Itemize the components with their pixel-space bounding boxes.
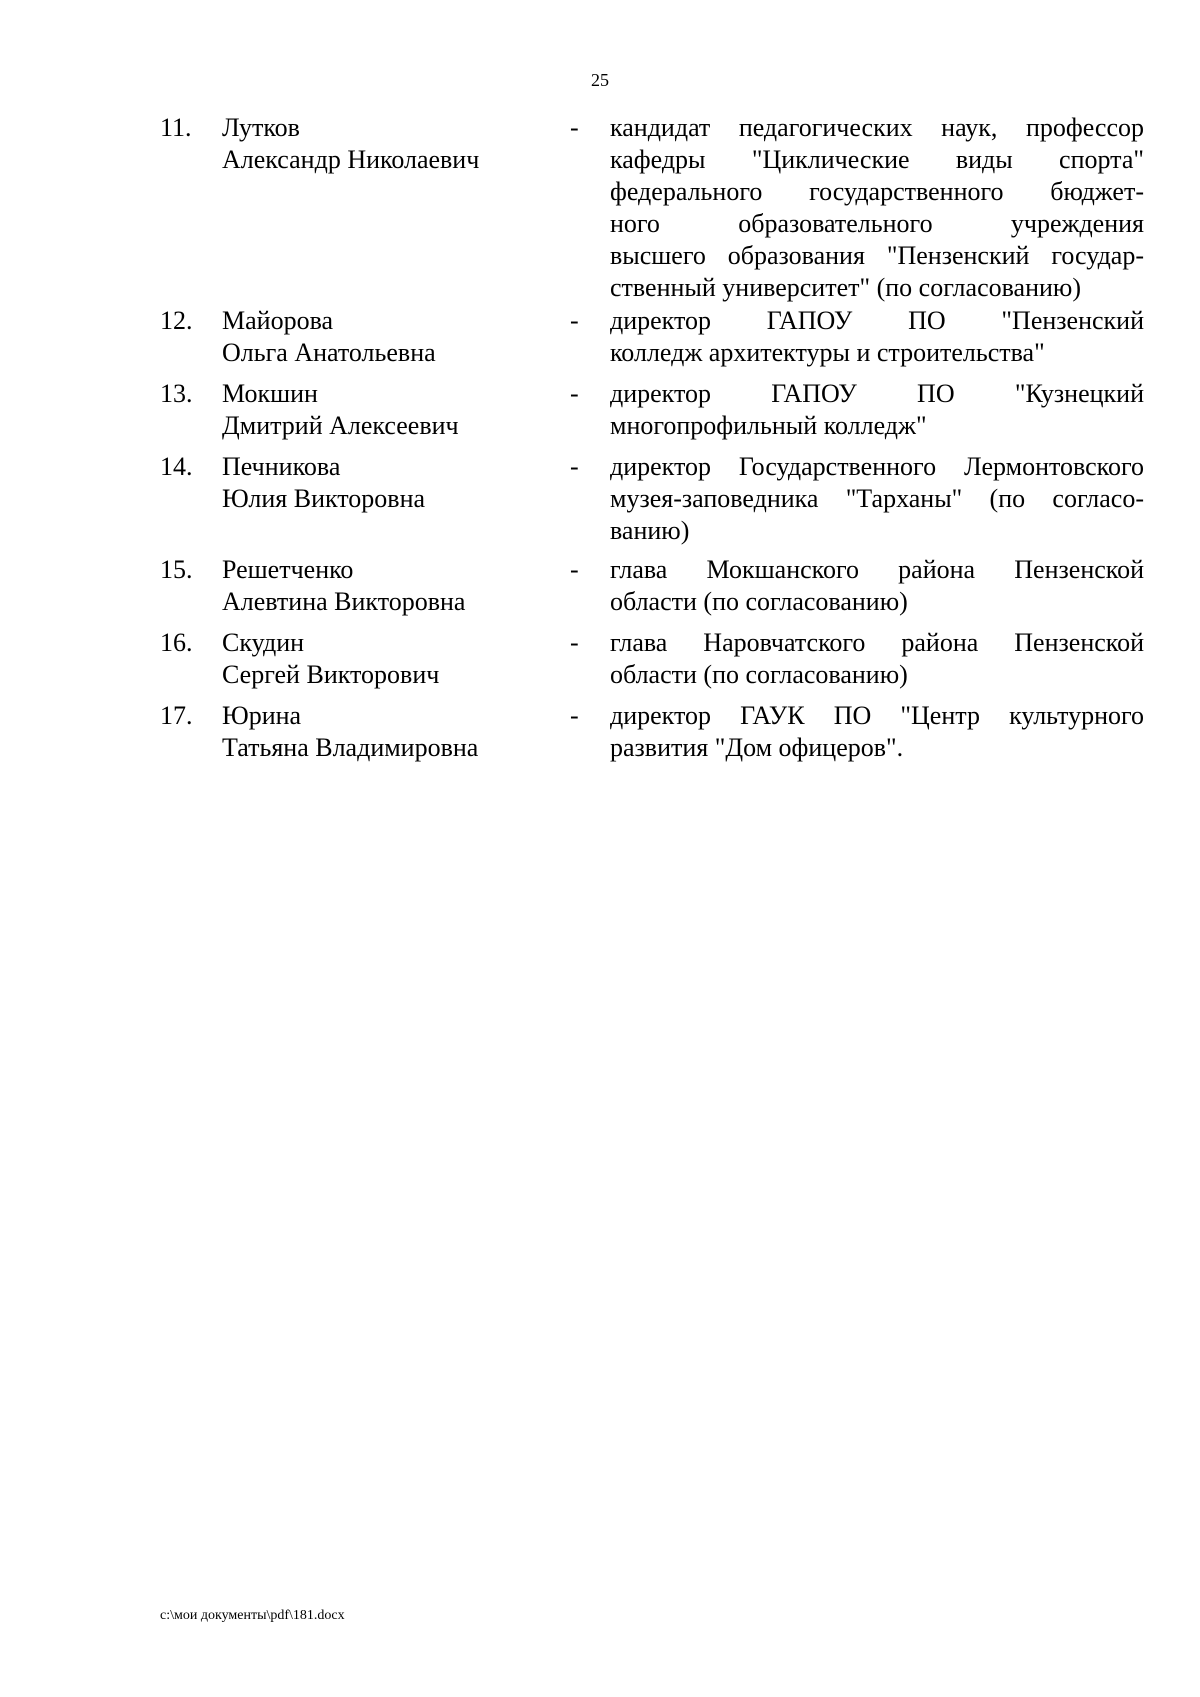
description-line: развития "Дом офицеров". <box>610 733 904 762</box>
description-line: области (по согласованию) <box>610 587 908 616</box>
list-item <box>0 451 1200 554</box>
entry-dash: - <box>570 379 579 408</box>
description-line: ственный университет" (по согласованию) <box>610 273 1081 302</box>
entry-name <box>222 112 542 176</box>
entry-name <box>222 627 542 691</box>
entry-dash: - <box>570 113 579 142</box>
description-line: глава Наровчатского района Пензенской <box>610 628 1144 657</box>
given-names: Александр Николаевич <box>222 145 480 174</box>
footer-file-path: c:\мои документы\pdf\181.docx <box>160 1608 345 1623</box>
entry-number: 12. <box>160 306 193 335</box>
description-line: федерального государственного бюджет- <box>610 177 1144 206</box>
given-names: Дмитрий Алексеевич <box>222 411 459 440</box>
entry-description <box>610 112 1144 304</box>
description-line: музея-заповедника "Тарханы" (по согласо- <box>610 484 1144 513</box>
description-line: директор Государственного Лермонтовского <box>610 452 1144 481</box>
surname: Юрина <box>222 701 302 730</box>
list-item <box>0 305 1200 378</box>
surname: Мокшин <box>222 379 318 408</box>
list-item <box>0 112 1200 305</box>
entry-name <box>222 305 542 369</box>
entry-number: 16. <box>160 628 193 657</box>
list-item <box>0 378 1200 451</box>
entry-description <box>610 554 1144 618</box>
entry-description <box>610 378 1144 442</box>
given-names: Татьяна Владимировна <box>222 733 479 762</box>
description-line: ванию) <box>610 516 690 545</box>
entry-description <box>610 305 1144 369</box>
entry-description <box>610 627 1144 691</box>
surname: Решетченко <box>222 555 354 584</box>
surname: Скудин <box>222 628 305 657</box>
description-line: директор ГАУК ПО "Центр культурного <box>610 701 1144 730</box>
given-names: Алевтина Викторовна <box>222 587 466 616</box>
description-line: директор ГАПОУ ПО "Пензенский <box>610 306 1144 335</box>
description-line: директор ГАПОУ ПО "Кузнецкий <box>610 379 1144 408</box>
entry-description <box>610 451 1144 547</box>
entry-dash: - <box>570 628 579 657</box>
given-names: Ольга Анатольевна <box>222 338 436 367</box>
description-line: кафедры "Циклические виды спорта" <box>610 145 1144 174</box>
description-line: кандидат педагогических наук, профессор <box>610 113 1144 142</box>
entry-number: 11. <box>160 113 192 142</box>
entry-dash: - <box>570 555 579 584</box>
entry-description <box>610 700 1144 764</box>
entry-number: 17. <box>160 701 193 730</box>
entry-dash: - <box>570 701 579 730</box>
surname: Майорова <box>222 306 334 335</box>
entry-dash: - <box>570 306 579 335</box>
description-line: высшего образования "Пензенский государ- <box>610 241 1144 270</box>
list-item <box>0 554 1200 627</box>
entry-name <box>222 554 542 618</box>
description-line: глава Мокшанского района Пензенской <box>610 555 1144 584</box>
description-line: ного образовательного учреждения <box>610 209 1144 238</box>
description-line: многопрофильный колледж" <box>610 411 927 440</box>
member-list <box>0 112 1200 773</box>
entry-name <box>222 451 542 515</box>
surname: Лутков <box>222 113 300 142</box>
given-names: Юлия Викторовна <box>222 484 426 513</box>
list-item <box>0 627 1200 700</box>
list-item <box>0 700 1200 773</box>
description-line: колледж архитектуры и строительства" <box>610 338 1045 367</box>
entry-name <box>222 378 542 442</box>
page-number: 25 <box>591 70 609 90</box>
entry-number: 15. <box>160 555 193 584</box>
entry-dash: - <box>570 452 579 481</box>
description-line: области (по согласованию) <box>610 660 908 689</box>
entry-number: 13. <box>160 379 193 408</box>
entry-name <box>222 700 542 764</box>
given-names: Сергей Викторович <box>222 660 440 689</box>
surname: Печникова <box>222 452 341 481</box>
entry-number: 14. <box>160 452 193 481</box>
